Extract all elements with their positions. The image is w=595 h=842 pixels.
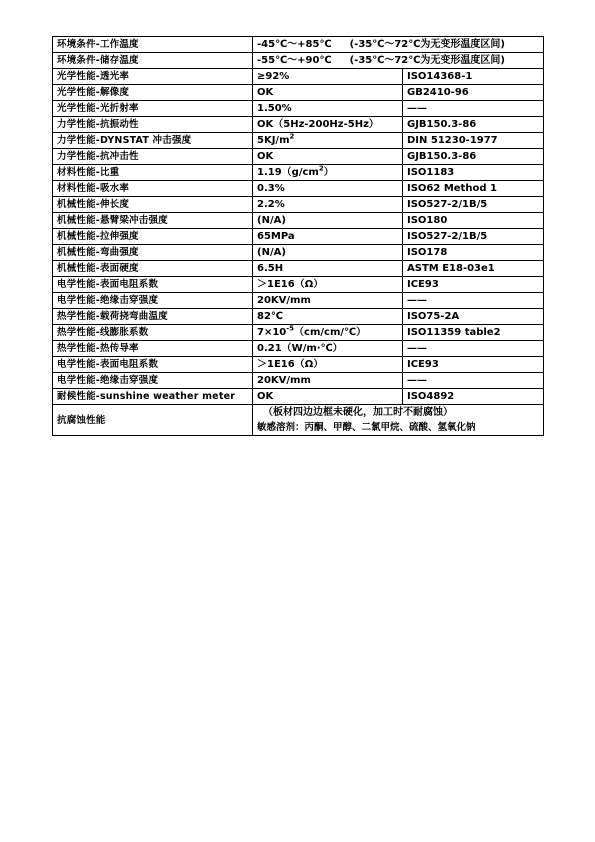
- value-text: 0.21（W/m·℃）: [257, 343, 343, 354]
- value-cell: [253, 85, 403, 101]
- value-text: OK: [257, 151, 274, 162]
- property-cell: 环境条件-储存温度: [53, 53, 253, 69]
- value-cell: [253, 69, 403, 85]
- value-cell: [253, 133, 403, 149]
- spec-row: [53, 69, 544, 85]
- note-text: (-35℃～72℃为无变形温度区间): [349, 39, 505, 50]
- value-cell: [253, 197, 403, 213]
- value-cell: [253, 261, 403, 277]
- value-superscript: 2: [289, 132, 295, 141]
- spec-table: [52, 36, 544, 436]
- standard-cell: ASTM E18-03e1: [403, 261, 544, 277]
- value-text: (N/A): [257, 247, 286, 258]
- standard-cell: ——: [403, 293, 544, 309]
- spec-row: [53, 325, 544, 341]
- standard-cell: GJB150.3-86: [403, 117, 544, 133]
- property-cell: 机械性能-表面硬度: [53, 261, 253, 277]
- value-cell: [253, 181, 403, 197]
- spec-row: [53, 293, 544, 309]
- standard-cell: ISO527-2/1B/5: [403, 229, 544, 245]
- standard-cell: ——: [403, 373, 544, 389]
- sensitive-solvents-text: 敏感溶剂：丙酮、甲醇、二氯甲烷、硫酸、氢氧化钠: [257, 422, 476, 433]
- spec-row: [53, 245, 544, 261]
- value-unit-text: （cm/cm/℃）: [294, 327, 367, 338]
- value-text: OK（5Hz-200Hz-5Hz）: [257, 119, 379, 130]
- property-cell: 光学性能-光折射率: [53, 101, 253, 117]
- value-note-cell: [253, 53, 544, 69]
- standard-cell: DIN 51230-1977: [403, 133, 544, 149]
- value-cell: [253, 325, 403, 341]
- standard-cell: ——: [403, 101, 544, 117]
- property-cell: 力学性能-抗振动性: [53, 117, 253, 133]
- standard-cell: ISO62 Method 1: [403, 181, 544, 197]
- spec-row: [53, 229, 544, 245]
- value-text: 0.3%: [257, 183, 285, 194]
- property-cell: 力学性能-抗冲击性: [53, 149, 253, 165]
- standard-cell: ISO180: [403, 213, 544, 229]
- standard-cell: ICE93: [403, 277, 544, 293]
- standard-cell: ISO1183: [403, 165, 544, 181]
- property-cell: 材料性能-吸水率: [53, 181, 253, 197]
- spec-row: [53, 261, 544, 277]
- spec-row: [53, 165, 544, 181]
- spec-row: [53, 53, 544, 69]
- property-cell: 机械性能-拉伸强度: [53, 229, 253, 245]
- value-text: ＞1E16（Ω）: [257, 359, 324, 370]
- property-cell: 机械性能-悬臂梁冲击强度: [53, 213, 253, 229]
- spec-row: [53, 101, 544, 117]
- property-cell: 电学性能-表面电阻系数: [53, 277, 253, 293]
- property-cell: 光学性能-透光率: [53, 69, 253, 85]
- spec-row: [53, 197, 544, 213]
- spec-row: [53, 85, 544, 101]
- spec-table-body: [53, 37, 544, 436]
- property-cell: 机械性能-伸长度: [53, 197, 253, 213]
- value-text: 2.2%: [257, 199, 285, 210]
- spec-row: [53, 37, 544, 53]
- value-cell: [253, 277, 403, 293]
- value-text: 7×10: [257, 327, 287, 338]
- standard-cell: GJB150.3-86: [403, 149, 544, 165]
- value-cell: [253, 117, 403, 133]
- standard-cell: ISO11359 table2: [403, 325, 544, 341]
- value-cell: [253, 213, 403, 229]
- value-text: (N/A): [257, 215, 286, 226]
- property-cell: 电学性能-绝缘击穿强度: [53, 373, 253, 389]
- corrosion-description-cell: [253, 405, 544, 436]
- property-cell: 热学性能-载荷挠弯曲温度: [53, 309, 253, 325]
- value-text: 1.50%: [257, 103, 292, 114]
- standard-cell: ISO4892: [403, 389, 544, 405]
- value-text: 20KV/mm: [257, 295, 311, 306]
- value-cell: [253, 293, 403, 309]
- standard-cell: ICE93: [403, 357, 544, 373]
- standard-cell: ISO14368-1: [403, 69, 544, 85]
- property-cell: 电学性能-表面电阻系数: [53, 357, 253, 373]
- property-cell: 抗腐蚀性能: [53, 405, 253, 436]
- value-text: 1.19（g/cm: [257, 167, 319, 178]
- spec-row: [53, 117, 544, 133]
- value-cell: [253, 165, 403, 181]
- value-superscript: -5: [286, 324, 295, 333]
- value-note-cell: [253, 37, 544, 53]
- spec-row: [53, 149, 544, 165]
- property-cell: 光学性能-解像度: [53, 85, 253, 101]
- value-text: ＞1E16（Ω）: [257, 279, 324, 290]
- standard-cell: ISO178: [403, 245, 544, 261]
- value-text: 82℃: [257, 311, 284, 322]
- standard-cell: GB2410-96: [403, 85, 544, 101]
- spec-row: [53, 213, 544, 229]
- value-text: -45℃～+85℃: [257, 39, 332, 50]
- value-superscript: 2: [318, 164, 324, 173]
- value-cell: [253, 101, 403, 117]
- property-cell: 材料性能-比重: [53, 165, 253, 181]
- value-text: ≥92%: [257, 71, 290, 82]
- value-cell: [253, 341, 403, 357]
- spec-row: [53, 373, 544, 389]
- property-cell: 机械性能-弯曲强度: [53, 245, 253, 261]
- value-cell: [253, 245, 403, 261]
- spec-row-corrosion: [53, 405, 544, 436]
- value-cell: [253, 357, 403, 373]
- value-cell: [253, 309, 403, 325]
- property-cell: 电学性能-绝缘击穿强度: [53, 293, 253, 309]
- value-text: OK: [257, 87, 274, 98]
- spec-row: [53, 309, 544, 325]
- property-cell: 热学性能-热传导率: [53, 341, 253, 357]
- spec-row: [53, 341, 544, 357]
- property-cell: 环境条件-工作温度: [53, 37, 253, 53]
- standard-cell: ISO527-2/1B/5: [403, 197, 544, 213]
- property-cell: 热学性能-线膨胀系数: [53, 325, 253, 341]
- spec-row: [53, 277, 544, 293]
- note-text: (-35℃～72℃为无变形温度区间): [349, 55, 505, 66]
- value-text: -55℃～+90℃: [257, 55, 332, 66]
- value-unit-text: ）: [323, 167, 334, 178]
- value-cell: [253, 373, 403, 389]
- value-cell: [253, 229, 403, 245]
- value-text: 20KV/mm: [257, 375, 311, 386]
- property-cell: 力学性能-DYNSTAT 冲击强度: [53, 133, 253, 149]
- value-text: OK: [257, 391, 274, 402]
- property-cell: 耐候性能-sunshine weather meter: [53, 389, 253, 405]
- corrosion-note-text: （板材四边边框未硬化，加工时不耐腐蚀）: [263, 407, 453, 418]
- value-cell: [253, 149, 403, 165]
- value-text: 5KJ/m: [257, 135, 290, 146]
- spec-row: [53, 133, 544, 149]
- value-text: 65MPa: [257, 231, 295, 242]
- standard-cell: ISO75-2A: [403, 309, 544, 325]
- value-cell: [253, 389, 403, 405]
- spec-row: [53, 389, 544, 405]
- value-text: 6.5H: [257, 263, 284, 274]
- spec-row: [53, 357, 544, 373]
- standard-cell: ——: [403, 341, 544, 357]
- spec-row: [53, 181, 544, 197]
